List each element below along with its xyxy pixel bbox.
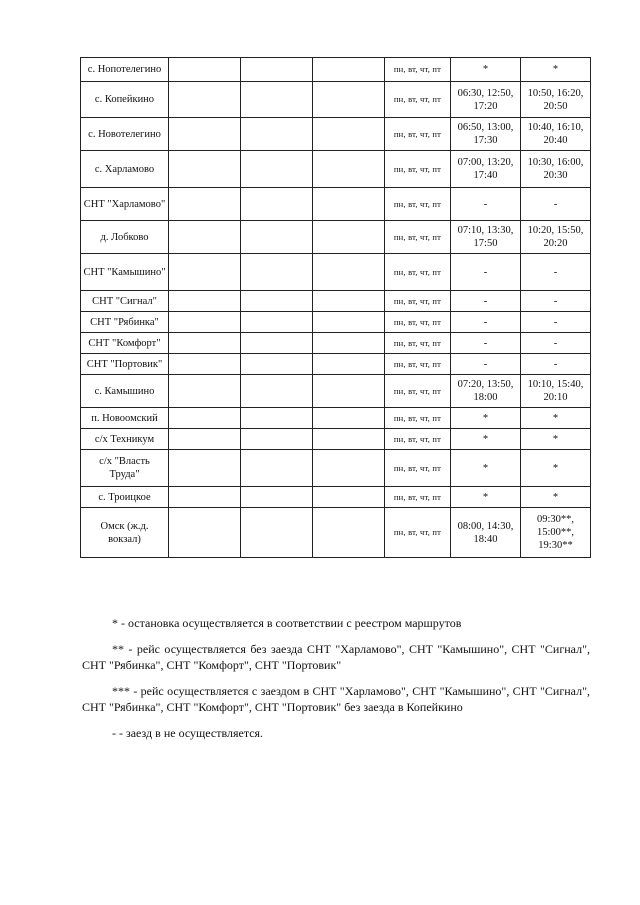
schedule-body (81, 58, 591, 558)
stop-name-cell: с. Харламово (81, 151, 169, 188)
times-forward-cell: 07:00, 13:20, 17:40 (451, 151, 521, 188)
table-row (81, 429, 591, 450)
empty-cell (169, 254, 241, 291)
empty-cell (241, 312, 313, 333)
empty-cell (169, 508, 241, 558)
days-cell: пн, вт, чт, пт (385, 429, 451, 450)
stop-name-cell: СНТ "Сигнал" (81, 291, 169, 312)
table-row (81, 508, 591, 558)
times-return-cell: 10:40, 16:10, 20:40 (521, 118, 591, 151)
empty-cell (241, 254, 313, 291)
times-return-cell: 10:10, 15:40, 20:10 (521, 375, 591, 408)
empty-cell (313, 354, 385, 375)
empty-cell (241, 58, 313, 82)
times-return-cell: - (521, 254, 591, 291)
table-row (81, 333, 591, 354)
empty-cell (313, 188, 385, 221)
times-return-cell: - (521, 354, 591, 375)
times-forward-cell: 08:00, 14:30, 18:40 (451, 508, 521, 558)
table-row (81, 450, 591, 487)
times-forward-cell: 06:50, 13:00, 17:30 (451, 118, 521, 151)
times-forward-cell: 06:30, 12:50, 17:20 (451, 82, 521, 118)
days-cell: пн, вт, чт, пт (385, 151, 451, 188)
empty-cell (241, 429, 313, 450)
days-cell: пн, вт, чт, пт (385, 408, 451, 429)
times-return-cell: - (521, 312, 591, 333)
empty-cell (313, 151, 385, 188)
stop-name-cell: д. Лобково (81, 221, 169, 254)
empty-cell (241, 82, 313, 118)
empty-cell (169, 408, 241, 429)
stop-name-cell: с. Копейкино (81, 82, 169, 118)
stop-name-cell: СНТ "Камышино" (81, 254, 169, 291)
empty-cell (169, 118, 241, 151)
times-return-cell: * (521, 450, 591, 487)
empty-cell (241, 118, 313, 151)
stop-name-cell: СНТ "Харламово" (81, 188, 169, 221)
empty-cell (313, 408, 385, 429)
table-row (81, 487, 591, 508)
stop-name-cell: с. Камышино (81, 375, 169, 408)
days-cell: пн, вт, чт, пт (385, 291, 451, 312)
empty-cell (169, 312, 241, 333)
empty-cell (169, 487, 241, 508)
footnote-dash: - - заезд в не осуществляется. (112, 726, 264, 740)
stop-name-cell: с. Троицкое (81, 487, 169, 508)
days-cell: пн, вт, чт, пт (385, 118, 451, 151)
days-cell: пн, вт, чт, пт (385, 333, 451, 354)
days-cell: пн, вт, чт, пт (385, 188, 451, 221)
times-return-cell: - (521, 188, 591, 221)
empty-cell (241, 450, 313, 487)
times-return-cell: * (521, 429, 591, 450)
table-row (81, 254, 591, 291)
empty-cell (169, 354, 241, 375)
times-return-cell: 10:30, 16:00, 20:30 (521, 151, 591, 188)
stop-name-cell: СНТ "Комфорт" (81, 333, 169, 354)
table-row (81, 118, 591, 151)
days-cell: пн, вт, чт, пт (385, 375, 451, 408)
empty-cell (241, 333, 313, 354)
empty-cell (313, 429, 385, 450)
times-forward-cell: - (451, 354, 521, 375)
empty-cell (241, 188, 313, 221)
times-return-cell: * (521, 58, 591, 82)
empty-cell (313, 375, 385, 408)
stop-name-cell: с. Нопотелегино (81, 58, 169, 82)
empty-cell (169, 375, 241, 408)
empty-cell (241, 508, 313, 558)
times-forward-cell: * (451, 408, 521, 429)
empty-cell (313, 312, 385, 333)
days-cell: пн, вт, чт, пт (385, 450, 451, 487)
times-forward-cell: * (451, 450, 521, 487)
footnote-double-star: ** - рейс осуществляется без заезда СНТ "Харламово", СНТ "Камышино", СНТ "Сигнал", СНТ "Рябинка", СНТ "Комфорт", СНТ "Портовик" (82, 642, 590, 672)
empty-cell (313, 221, 385, 254)
table-row (81, 82, 591, 118)
empty-cell (313, 254, 385, 291)
times-forward-cell: - (451, 291, 521, 312)
times-forward-cell: - (451, 312, 521, 333)
days-cell: пн, вт, чт, пт (385, 58, 451, 82)
days-cell: пн, вт, чт, пт (385, 354, 451, 375)
empty-cell (169, 429, 241, 450)
empty-cell (169, 58, 241, 82)
times-forward-cell: * (451, 487, 521, 508)
times-forward-cell: - (451, 333, 521, 354)
times-forward-cell: - (451, 188, 521, 221)
times-forward-cell: 07:10, 13:30, 17:50 (451, 221, 521, 254)
empty-cell (313, 118, 385, 151)
days-cell: пн, вт, чт, пт (385, 254, 451, 291)
empty-cell (241, 354, 313, 375)
empty-cell (169, 82, 241, 118)
stop-name-cell: СНТ "Портовик" (81, 354, 169, 375)
stop-name-cell: п. Новоомский (81, 408, 169, 429)
days-cell: пн, вт, чт, пт (385, 508, 451, 558)
empty-cell (313, 58, 385, 82)
days-cell: пн, вт, чт, пт (385, 221, 451, 254)
empty-cell (169, 221, 241, 254)
times-forward-cell: * (451, 58, 521, 82)
empty-cell (313, 487, 385, 508)
times-return-cell: - (521, 291, 591, 312)
times-return-cell: - (521, 333, 591, 354)
empty-cell (241, 291, 313, 312)
schedule-table (80, 57, 591, 558)
empty-cell (169, 291, 241, 312)
table-row (81, 151, 591, 188)
empty-cell (241, 375, 313, 408)
table-row (81, 58, 591, 82)
footnotes (82, 615, 590, 751)
empty-cell (313, 508, 385, 558)
stop-name-cell: с/х Техникум (81, 429, 169, 450)
empty-cell (169, 151, 241, 188)
empty-cell (241, 221, 313, 254)
table-row (81, 408, 591, 429)
times-forward-cell: 07:20, 13:50, 18:00 (451, 375, 521, 408)
stop-name-cell: Омск (ж.д. вокзал) (81, 508, 169, 558)
empty-cell (313, 82, 385, 118)
table-row (81, 291, 591, 312)
stop-name-cell: с/х "Власть Труда" (81, 450, 169, 487)
empty-cell (169, 188, 241, 221)
empty-cell (241, 151, 313, 188)
times-return-cell: * (521, 408, 591, 429)
empty-cell (169, 333, 241, 354)
table-row (81, 375, 591, 408)
table-row (81, 312, 591, 333)
empty-cell (241, 487, 313, 508)
empty-cell (313, 450, 385, 487)
times-forward-cell: - (451, 254, 521, 291)
times-return-cell: 10:20, 15:50, 20:20 (521, 221, 591, 254)
table-row (81, 354, 591, 375)
footnote-triple-star: *** - рейс осуществляется с заездом в СНТ "Харламово", СНТ "Камышино", СНТ "Сигнал", СНТ "Рябинка", СНТ "Комфорт", СНТ "Портовик" без заезда в Копейкино (82, 684, 590, 714)
days-cell: пн, вт, чт, пт (385, 487, 451, 508)
empty-cell (313, 333, 385, 354)
table-row (81, 221, 591, 254)
empty-cell (313, 291, 385, 312)
days-cell: пн, вт, чт, пт (385, 82, 451, 118)
times-forward-cell: * (451, 429, 521, 450)
empty-cell (241, 408, 313, 429)
days-cell: пн, вт, чт, пт (385, 312, 451, 333)
times-return-cell: 09:30**, 15:00**, 19:30** (521, 508, 591, 558)
table-row (81, 188, 591, 221)
times-return-cell: 10:50, 16:20, 20:50 (521, 82, 591, 118)
empty-cell (169, 450, 241, 487)
stop-name-cell: с. Новотелегино (81, 118, 169, 151)
footnote-star: * - остановка осуществляется в соответствии с реестром маршрутов (112, 616, 462, 630)
times-return-cell: * (521, 487, 591, 508)
stop-name-cell: СНТ "Рябинка" (81, 312, 169, 333)
